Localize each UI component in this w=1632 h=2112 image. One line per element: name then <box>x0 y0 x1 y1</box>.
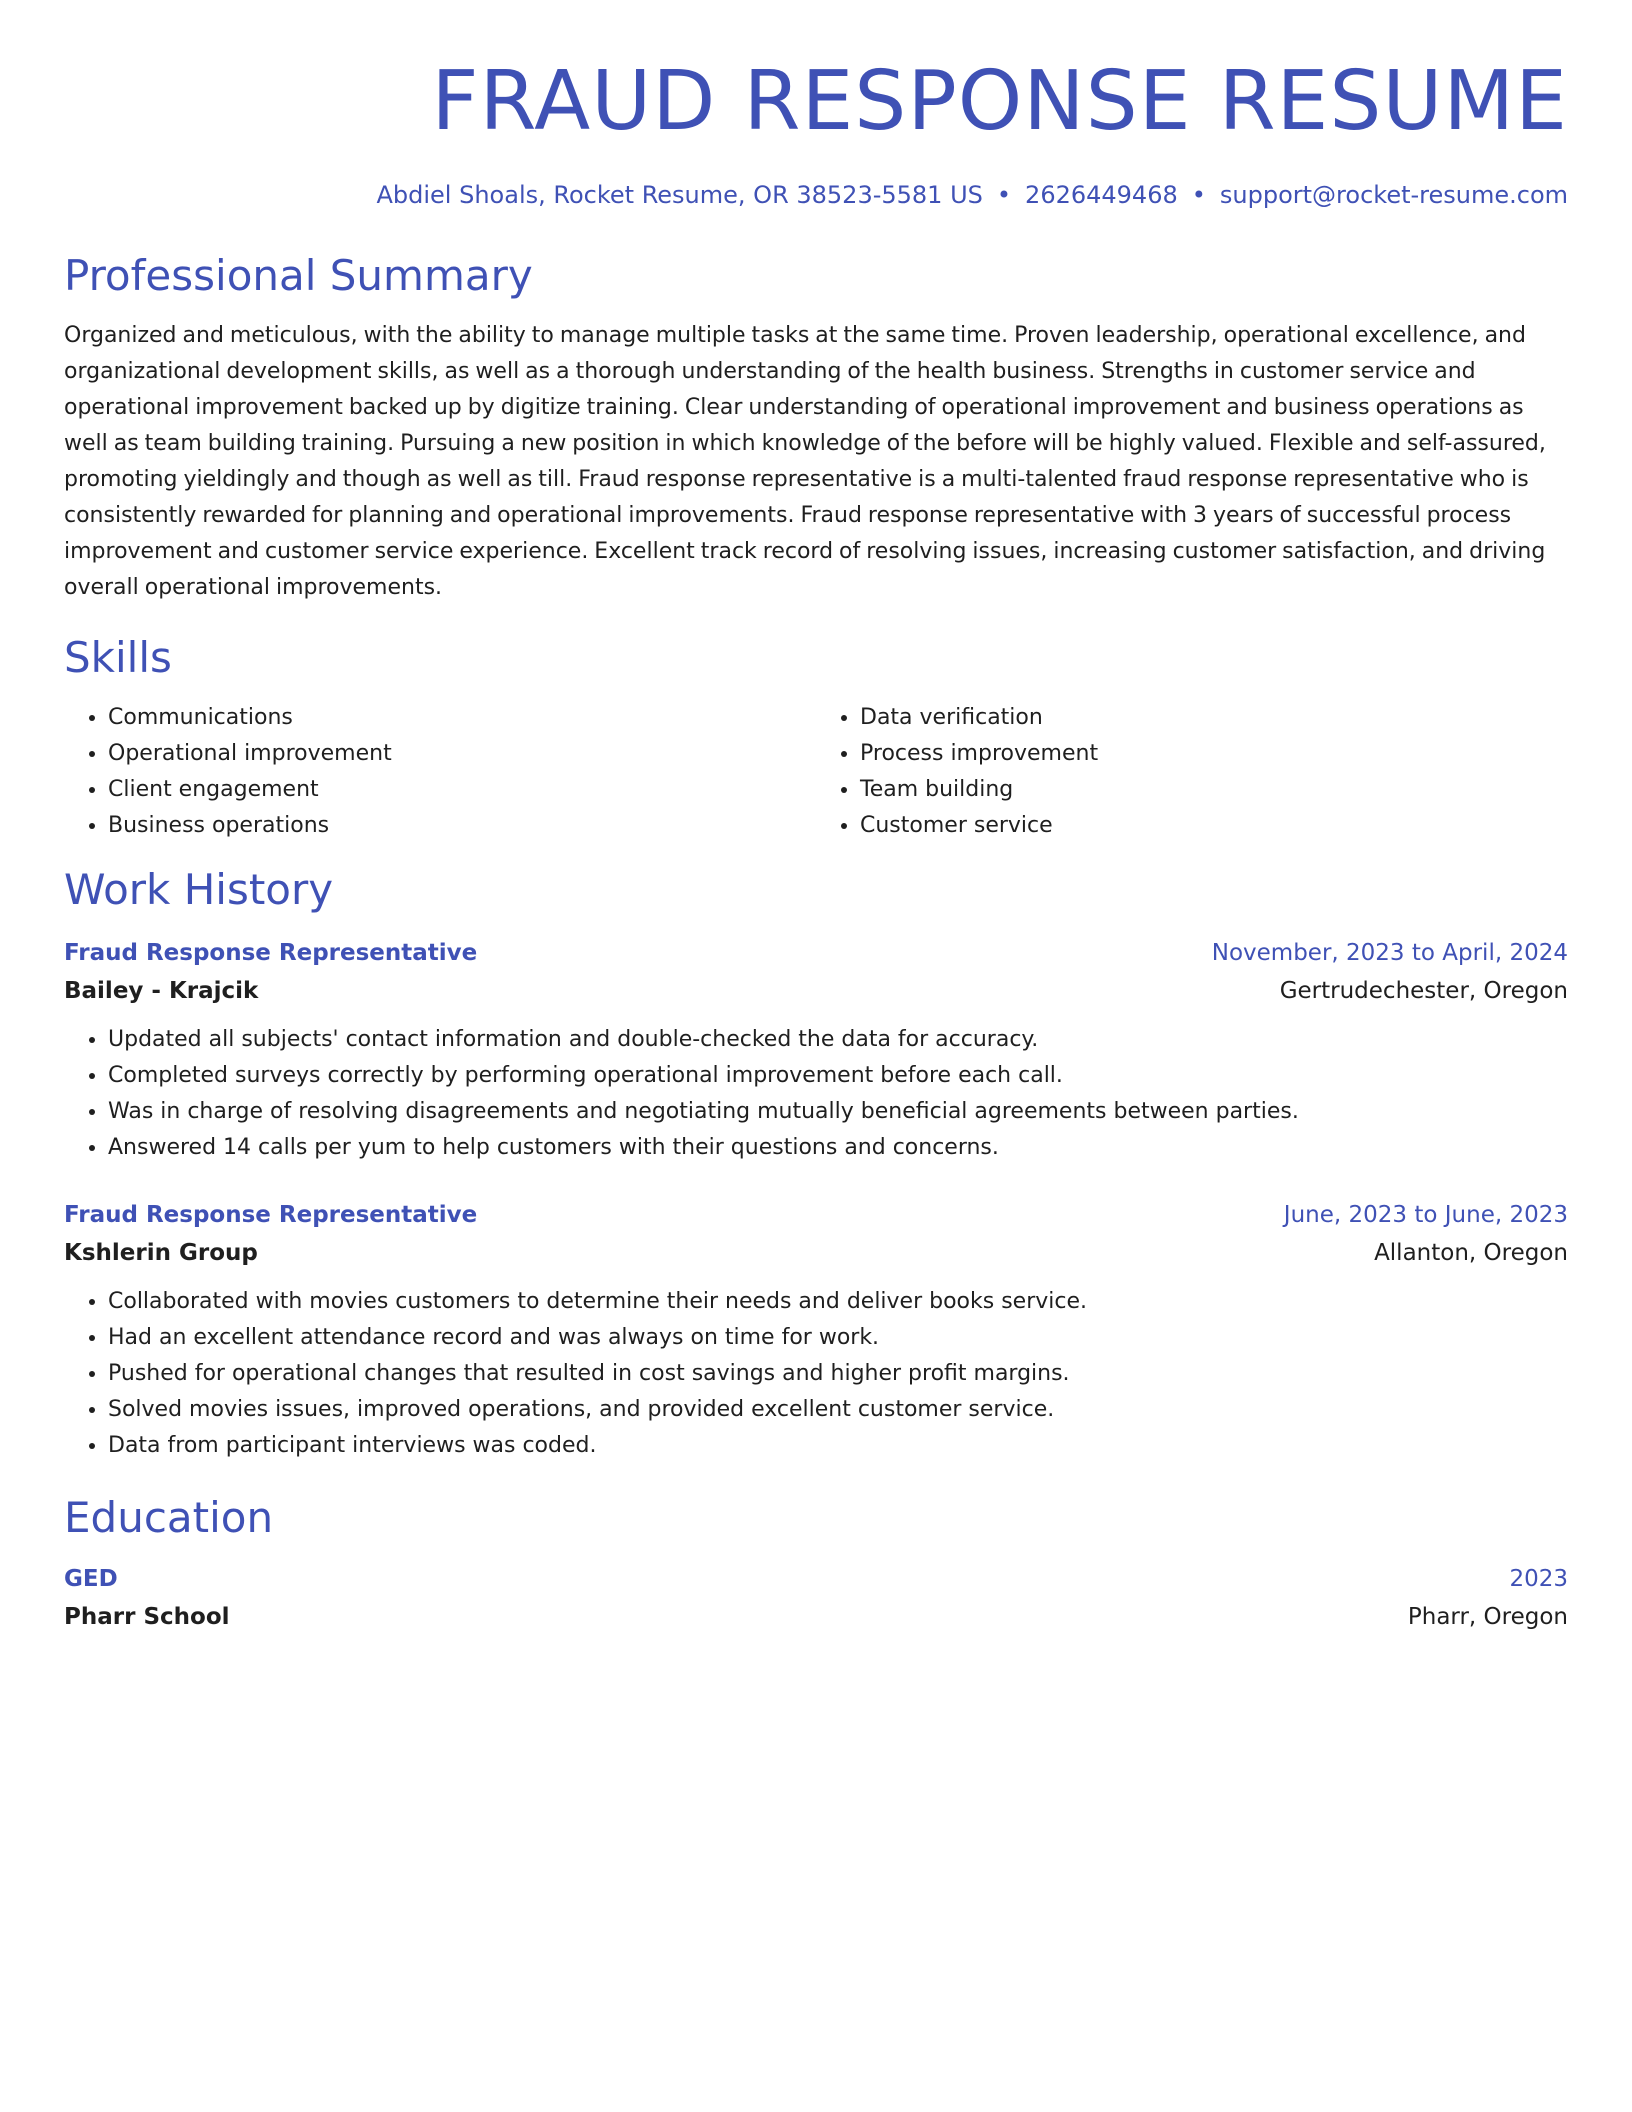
education-school: Pharr School <box>64 1604 230 1630</box>
job-bullet: • Answered 14 calls per yum to help customers with their questions and concerns. <box>108 1130 1568 1166</box>
job-title: Fraud Response Representative <box>64 940 478 966</box>
skill-item: • Communications <box>108 700 816 736</box>
job-title: Fraud Response Representative <box>64 1202 478 1228</box>
job-location: Allanton, Oregon <box>1374 1240 1568 1266</box>
job-company-row <box>64 972 1568 1010</box>
contact-separator: • <box>996 181 1012 209</box>
contact-separator: • <box>1191 181 1206 209</box>
job-location: Gertrudechester, Oregon <box>1279 978 1568 1004</box>
education-heading: Education <box>64 1493 274 1542</box>
job-bullet: • Updated all subjects' contact information and double-checked the data for accuracy. <box>108 1022 1568 1058</box>
job-bullet: • Collaborated with movies customers to determine their needs and deliver books service. <box>108 1284 1568 1320</box>
resume-header <box>64 0 1568 210</box>
job-header-row <box>64 934 1568 972</box>
work-history-heading: Work History <box>64 865 334 914</box>
education-year: 2023 <box>1509 1566 1568 1592</box>
education-header-row <box>64 1560 1568 1598</box>
resume-title: FRAUD RESPONSE RESUME <box>431 54 1568 149</box>
education-entry <box>64 1560 1568 1636</box>
skill-item: • Operational improvement <box>108 736 816 772</box>
job-entry <box>64 934 1568 1166</box>
education-school-row <box>64 1598 1568 1636</box>
summary-text: Organized and meticulous, with the ability to manage multiple tasks at the same time. Proven leadership, operational excellence, and organizational development skills, as well as a thorough understanding of the health business. Strengths in customer service and operational improvement backed up by digitize training. Clear understanding of operational improvement and business operations as well as team building training. Pursuing a new position in which knowledge of the before will be highly valued. Flexible and self-assured, promoting yieldingly and though as well as till. Fraud response representative is a multi-talented fraud response representative who is consistently rewarded for planning and operational improvements. Fraud response representative with 3 years of successful process improvement and customer service experience. Excellent track record of resolving issues, increasing customer satisfaction, and driving overall operational improvements. <box>64 323 1546 600</box>
education-degree: GED <box>64 1566 118 1592</box>
job-bullets <box>64 1022 1568 1166</box>
job-bullet: • Solved movies issues, improved operations, and provided excellent customer service. <box>108 1392 1568 1428</box>
job-bullet: • Data from participant interviews was coded. <box>108 1428 1568 1464</box>
skills-list <box>64 700 1568 844</box>
job-company: Bailey - Krajcik <box>64 978 259 1004</box>
skill-item: • Client engagement <box>108 772 816 808</box>
job-bullet: • Pushed for operational changes that resulted in cost savings and higher profit margins. <box>108 1356 1568 1392</box>
skills-column-left <box>64 700 816 844</box>
skills-heading: Skills <box>64 633 172 682</box>
job-dates: November, 2023 to April, 2024 <box>1211 940 1568 966</box>
skill-item: • Team building <box>860 772 1568 808</box>
skill-item: • Customer service <box>860 808 1568 844</box>
job-header-row <box>64 1196 1568 1234</box>
skills-column-right <box>816 700 1568 844</box>
job-bullet: • Completed surveys correctly by performing operational improvement before each call. <box>108 1058 1568 1094</box>
contact-phone: 2626449468 <box>1025 181 1178 209</box>
job-company-row <box>64 1234 1568 1272</box>
job-company: Kshlerin Group <box>64 1240 258 1266</box>
job-entry <box>64 1196 1568 1464</box>
education-location: Pharr, Oregon <box>1407 1604 1568 1630</box>
skill-item: • Process improvement <box>860 736 1568 772</box>
skill-item: • Business operations <box>108 808 816 844</box>
job-bullets <box>64 1284 1568 1464</box>
contact-address: Abdiel Shoals, Rocket Resume, OR 38523-5581 US <box>376 181 983 209</box>
contact-email: support@rocket-resume.com <box>1219 181 1568 209</box>
job-bullet: • Was in charge of resolving disagreements and negotiating mutually beneficial agreements between parties. <box>108 1094 1568 1130</box>
job-dates: June, 2023 to June, 2023 <box>1283 1202 1568 1228</box>
job-bullet: • Had an excellent attendance record and was always on time for work. <box>108 1320 1568 1356</box>
skill-item: • Data verification <box>860 700 1568 736</box>
contact-line <box>64 180 1568 210</box>
summary-heading: Professional Summary <box>64 251 533 300</box>
